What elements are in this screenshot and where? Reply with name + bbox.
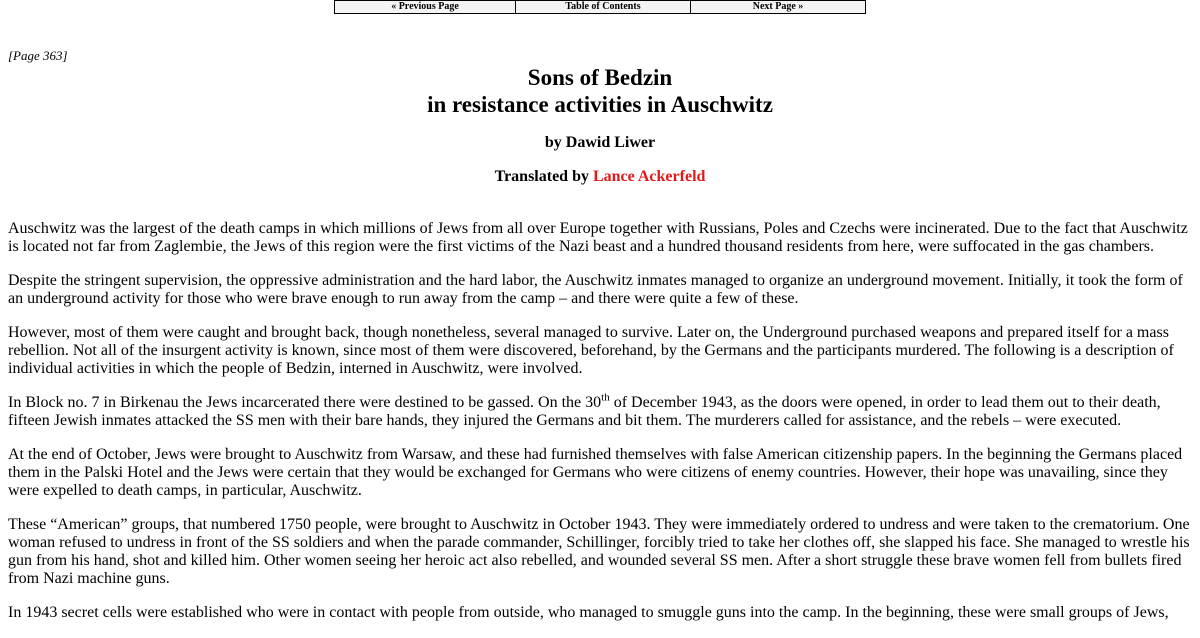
paragraph-3: However, most of them were caught and brought back, though nonetheless, several managed to survive. Later on, the Underground purchased weapons and prepared itself for a mass rebellion. Not all of the insurgent activity is known, since most of them were discovered, beforehand, by the Germans and the participants murdered. The following is a description of individual activities in which the people of Bedzin, interned in Auschwitz, were involved. <box>8 324 1174 377</box>
title-line-2: in resistance activities in Auschwitz <box>427 92 773 117</box>
table-of-contents-link[interactable]: Table of Contents <box>516 1 691 13</box>
paragraph-1: Auschwitz was the largest of the death camps in which millions of Jews from all over Europe together with Russians, Poles and Czechs were incinerated. Due to the fact that Auschwitz is located not far from Zaglembie, the Jews of this region were the first victims of the Nazi beast and a hundred thousand residents from here, were suffocated in the gas chambers. <box>8 220 1188 255</box>
translator-name-link[interactable]: Lance Ackerfeld <box>592 168 706 185</box>
paragraph-4-text-b: of December 1943, as the doors were opened, in order to lead them out to their death, fifteen Jewish inmates attacked the SS men with their bare hands, they injured the Germans and bit them. The murderers called for assistance, and the rebels – were executed. <box>8 394 1161 429</box>
page-number-label: [Page 363] <box>8 48 68 63</box>
author-byline: by Dawid Liwer <box>544 134 656 151</box>
paragraph-4-text-a: In Block no. 7 in Birkenau the Jews incarcerated there were destined to be gassed. On the 30 <box>8 394 602 411</box>
page-title <box>0 64 1200 118</box>
page-navigation-bar <box>334 0 866 14</box>
translator-line <box>0 168 1200 186</box>
next-page-link[interactable]: Next Page » <box>752 1 804 12</box>
ordinal-suffix: th <box>601 391 610 404</box>
title-line-1: Sons of Bedzin <box>527 65 673 90</box>
paragraph-5: At the end of October, Jews were brought to Auschwitz from Warsaw, and these had furnished themselves with false American citizenship papers. In the beginning the Germans placed them in the Palski Hotel and the Jews were certain that they would be exchanged for Germans who were citizens of enemy countries. However, their hope was unavailing, since they were expelled to death camps, in particular, Auschwitz. <box>8 446 1183 499</box>
translated-by-label: Translated by <box>494 168 589 185</box>
article-body <box>8 220 1192 638</box>
paragraph-4 <box>8 391 1192 430</box>
paragraph-7: In 1943 secret cells were established who were in contact with people from outside, who managed to smuggle guns into the camp. In the beginning, these were small groups of Jews, <box>8 604 1169 621</box>
paragraph-2: Despite the stringent supervision, the oppressive administration and the hard labor, the Auschwitz inmates managed to organize an underground movement. Initially, it took the form of an underground activity for those who were brave enough to run away from the camp – and there were quite a few of these. <box>8 272 1183 307</box>
paragraph-6: These “American” groups, that numbered 1750 people, were brought to Auschwitz in October 1943. They were immediately ordered to undress and were taken to the crematorium. One woman refused to undress in front of the SS soldiers and when the parade commander, Schillinger, forcibly tried to take her clothes off, she slapped his face. She managed to wrestle his gun from his hand, shot and killed him. Other women seeing her heroic act also rebelled, and wounded several SS men. After a short struggle these brave women fell from bullets fired from Nazi machine guns. <box>8 516 1190 587</box>
previous-page-link[interactable]: « Previous Page <box>335 1 516 13</box>
